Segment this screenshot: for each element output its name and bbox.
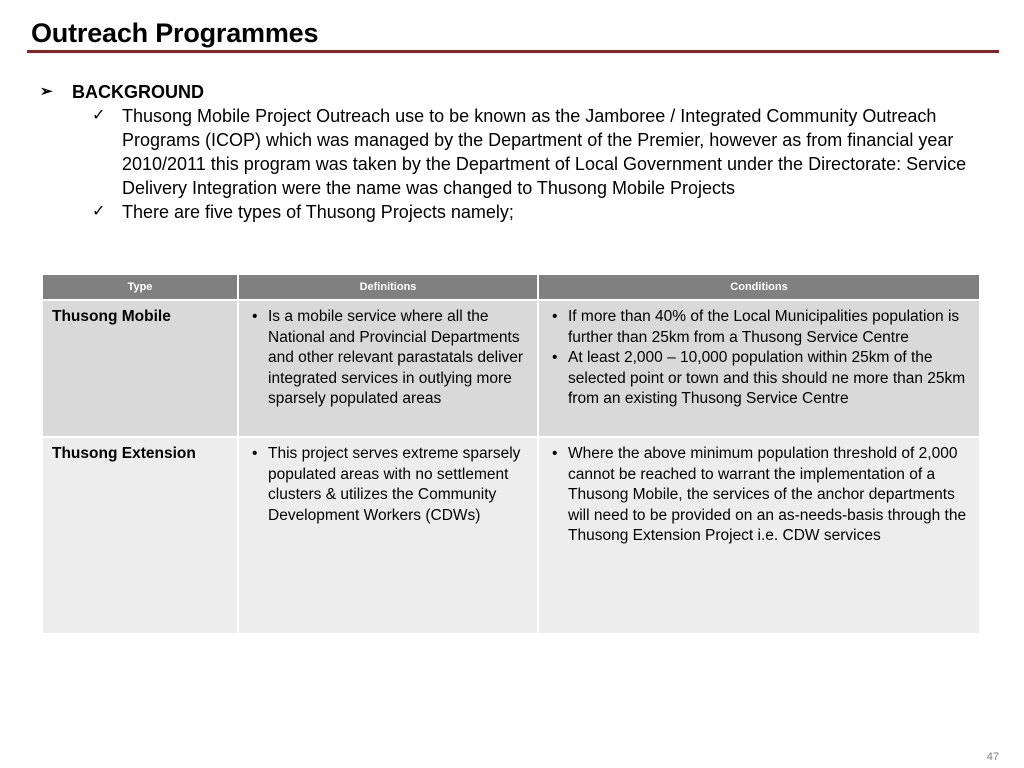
condition-text: If more than 40% of the Local Municipalities population is further than 25km from a Thusong Service Centre xyxy=(568,308,960,346)
background-point-text: Thusong Mobile Project Outreach use to be known as the Jamboree / Integrated Community Outreach Programs (ICOP) which was managed by the Department of the Premier, however as from financial year 2010/2011 this program was taken by the Department of Local Government under the Directorate: Service Delivery Integration were the name was changed to Thusong Mobile Projects xyxy=(122,106,967,198)
header-definitions: Definitions xyxy=(238,274,538,300)
checkmark-icon: ✓ xyxy=(92,203,106,220)
bullet-icon: • xyxy=(552,349,558,367)
background-section xyxy=(38,80,998,224)
condition-text: At least 2,000 – 10,000 population within 25km of the selected point or town and this should ne more than 25km from an existing Thusong Service Centre xyxy=(568,349,966,408)
type-cell: Thusong Extension xyxy=(42,437,238,634)
definition-bullet xyxy=(248,444,529,526)
table-header-row xyxy=(42,274,980,300)
bullet-icon: • xyxy=(252,445,258,462)
conditions-cell xyxy=(538,300,980,437)
conditions-cell xyxy=(538,437,980,634)
background-point xyxy=(38,104,998,200)
bullet-icon: • xyxy=(552,308,558,325)
definition-bullet xyxy=(248,307,529,410)
title-divider xyxy=(27,50,999,53)
arrow-bullet-icon: ➢ xyxy=(40,83,53,100)
condition-text: Where the above minimum population threshold of 2,000 cannot be reached to warrant the implementation of a Thusong Mobile, the services of the anchor departments will need to be provided on an as-needs-basis through the Thusong Extension Project i.e. CDW services xyxy=(568,445,967,545)
background-point-text: There are five types of Thusong Projects namely; xyxy=(122,202,514,222)
background-heading-item xyxy=(38,80,998,104)
condition-bullet xyxy=(548,348,971,410)
header-type: Type xyxy=(42,274,238,300)
thusong-types-table xyxy=(41,273,981,635)
definitions-cell xyxy=(238,300,538,437)
checkmark-icon: ✓ xyxy=(92,107,106,124)
background-heading: BACKGROUND xyxy=(72,82,204,102)
header-conditions: Conditions xyxy=(538,274,980,300)
background-point xyxy=(38,200,998,224)
definitions-cell xyxy=(238,437,538,634)
table-row xyxy=(42,437,980,634)
page-number: 47 xyxy=(986,751,999,763)
definition-text: Is a mobile service where all the National and Provincial Departments and other relevant parastatals deliver integrated services in outlying more sparsely populated areas xyxy=(268,308,524,408)
condition-bullet xyxy=(548,444,971,547)
slide-title: Outreach Programmes xyxy=(31,18,319,48)
bullet-icon: • xyxy=(252,308,258,325)
bullet-icon: • xyxy=(552,445,558,462)
definition-text: This project serves extreme sparsely populated areas with no settlement clusters & utilizes the Community Development Workers (CDWs) xyxy=(268,445,521,524)
table-row xyxy=(42,300,980,437)
condition-bullet xyxy=(548,307,971,348)
type-cell: Thusong Mobile xyxy=(42,300,238,437)
